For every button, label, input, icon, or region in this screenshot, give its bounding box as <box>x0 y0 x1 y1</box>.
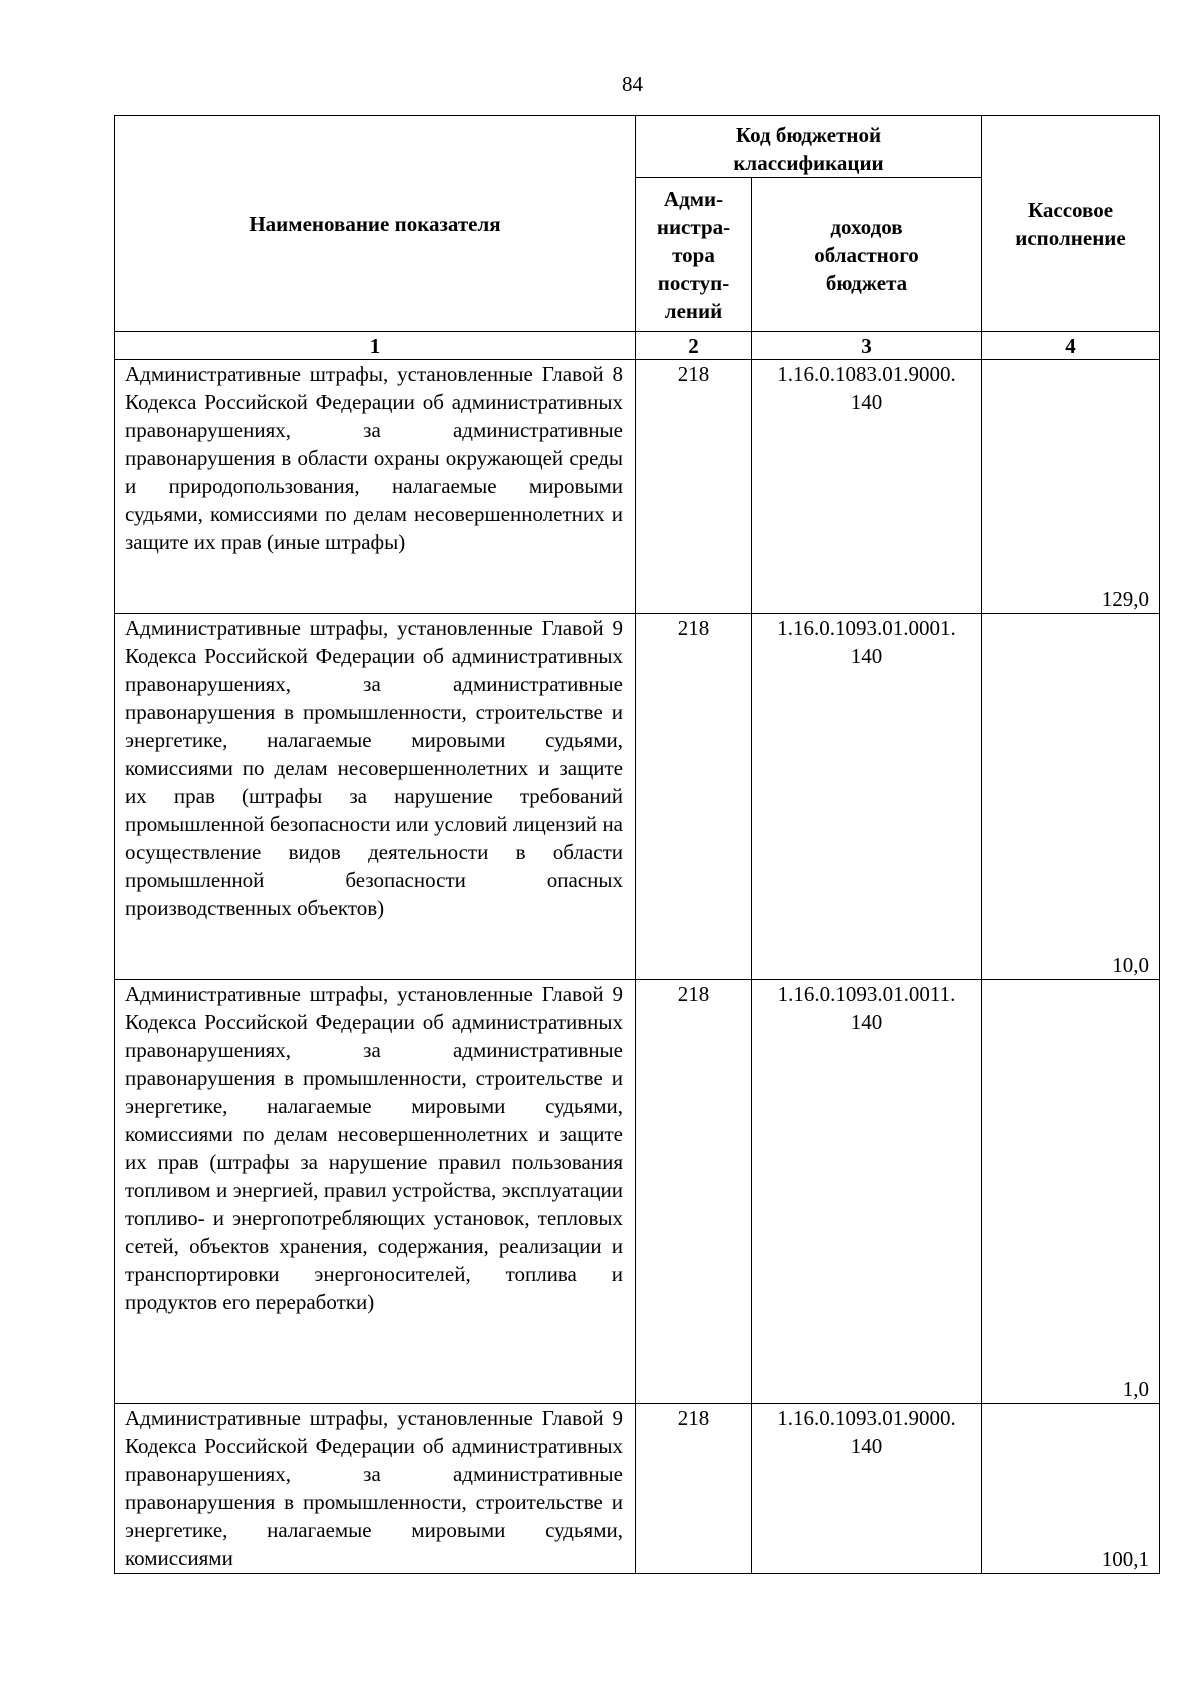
cash-execution-value: 129,0 <box>982 360 1160 614</box>
column-number-2: 2 <box>636 332 752 360</box>
header-admin-line2: нистра- <box>656 214 731 239</box>
header-cash-execution <box>982 116 1160 332</box>
indicator-name-cell: Административные штрафы, установленные Главой 9 Кодекса Российской Федерации об административных правонарушениях, за административные правонарушения в промышленности, строительстве и энергетике, налагаемые мировыми судьями, комиссиями <box>115 1404 636 1574</box>
page-number: 84 <box>622 72 643 96</box>
table-row <box>115 360 1160 614</box>
header-cash-execution-line2: исполнение <box>1015 225 1126 250</box>
header-budget-code-group <box>636 116 982 178</box>
budget-execution-table <box>114 115 1160 1574</box>
indicator-name-cell: Административные штрафы, установленные Главой 8 Кодекса Российской Федерации об административных правонарушениях, за административные правонарушения в области охраны окружающей среды и природопользования, налагаемые мировыми судьями, комиссиями по делам несовершеннолетних и защите их прав (иные штрафы) <box>115 360 636 614</box>
header-cash-execution-line1: Кассовое <box>1027 197 1114 222</box>
revenue-code-line2: 140 <box>850 644 883 668</box>
header-revenue-line3: бюджета <box>825 270 908 295</box>
revenue-code-line2: 140 <box>850 1434 883 1458</box>
table-row <box>115 614 1160 980</box>
indicator-name-cell: Административные штрафы, установленные Главой 9 Кодекса Российской Федерации об административных правонарушениях, за административные правонарушения в промышленности, строительстве и энергетике, налагаемые мировыми судьями, комиссиями по делам несовершеннолетних и защите их прав (штрафы за нарушение требований промышленной безопасности или условий лицензий на осуществление видов деятельности в области промышленной безопасности опасных производственных объектов) <box>115 614 636 980</box>
revenue-code-line2: 140 <box>850 1010 883 1034</box>
header-indicator-name: Наименование показателя <box>115 116 636 332</box>
header-admin-line1: Адми- <box>663 186 724 211</box>
cash-execution-value: 100,1 <box>982 1404 1160 1574</box>
table-row <box>115 1404 1160 1574</box>
table-row <box>115 980 1160 1404</box>
column-number-1: 1 <box>115 332 636 360</box>
header-regional-revenue-code <box>752 178 982 332</box>
revenue-code-line2: 140 <box>850 390 883 414</box>
header-budget-code-line1: Код бюджетной <box>735 122 882 147</box>
header-revenue-line1: доходов <box>830 214 903 239</box>
column-number-3: 3 <box>752 332 982 360</box>
cash-execution-value: 10,0 <box>982 614 1160 980</box>
revenue-code-cell <box>752 980 982 1404</box>
header-revenue-administrator <box>636 178 752 332</box>
revenue-code-cell <box>752 614 982 980</box>
revenue-code-line1: 1.16.0.1093.01.0011. <box>777 982 956 1006</box>
administrator-code-cell: 218 <box>636 980 752 1404</box>
revenue-code-line1: 1.16.0.1093.01.9000. <box>777 1406 956 1430</box>
administrator-code-cell: 218 <box>636 1404 752 1574</box>
administrator-code-cell: 218 <box>636 614 752 980</box>
header-budget-code-line2: классификации <box>733 150 884 175</box>
indicator-name-cell: Административные штрафы, установленные Главой 9 Кодекса Российской Федерации об административных правонарушениях, за административные правонарушения в промышленности, строительстве и энергетике, налагаемые мировыми судьями, комиссиями по делам несовершеннолетних и защите их прав (штрафы за нарушение правил пользования топливом и энергией, правил устройства, эксплуатации топливо- и энергопотребляющих установок, тепловых сетей, объектов хранения, содержания, реализации и транспортировки энергоносителей, топлива и продуктов его переработки) <box>115 980 636 1404</box>
header-admin-line3: тора <box>672 242 715 267</box>
header-revenue-line2: областного <box>814 242 919 267</box>
revenue-code-cell <box>752 360 982 614</box>
header-admin-line5: лений <box>664 298 723 323</box>
revenue-code-line1: 1.16.0.1083.01.9000. <box>777 362 956 386</box>
revenue-code-line1: 1.16.0.1093.01.0001. <box>777 616 956 640</box>
column-number-4: 4 <box>982 332 1160 360</box>
header-admin-line4: поступ- <box>657 270 730 295</box>
revenue-code-cell <box>752 1404 982 1574</box>
administrator-code-cell: 218 <box>636 360 752 614</box>
cash-execution-value: 1,0 <box>982 980 1160 1404</box>
